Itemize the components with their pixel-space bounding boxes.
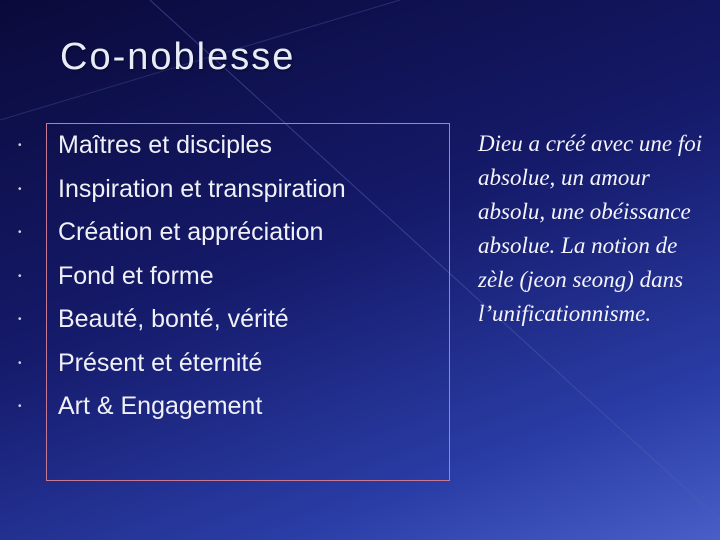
bullet-text: Maîtres et disciples — [58, 131, 272, 160]
bullet-text: Fond et forme — [58, 261, 214, 290]
list-item — [18, 385, 346, 429]
list-item — [18, 124, 346, 168]
bullet-text: Art & Engagement — [58, 392, 263, 421]
small-dot-icon: • — [18, 227, 22, 239]
list-item — [18, 168, 346, 212]
list-item — [18, 211, 346, 255]
slide-title: Co-noblesse — [60, 36, 296, 78]
list-item — [18, 342, 346, 386]
small-dot-icon: • — [18, 270, 22, 282]
small-dot-icon: • — [18, 183, 22, 195]
small-dot-icon: • — [18, 401, 22, 413]
bullet-text: Beauté, bonté, vérité — [58, 305, 289, 334]
bullet-text: Création et appréciation — [58, 218, 324, 247]
small-dot-icon: • — [18, 140, 22, 152]
bullet-list — [18, 124, 346, 429]
list-item — [18, 298, 346, 342]
small-dot-icon: • — [18, 357, 22, 369]
small-dot-icon: • — [18, 314, 22, 326]
list-item — [18, 255, 346, 299]
quote-text: Dieu a créé avec une foi absolue, un amour absolu, une obéissance absolue. La notion de zèle (jeon seong) dans l’unificationnisme. — [478, 131, 703, 326]
bullet-text: Inspiration et transpiration — [58, 174, 346, 203]
bullet-text: Présent et éternité — [58, 348, 263, 377]
